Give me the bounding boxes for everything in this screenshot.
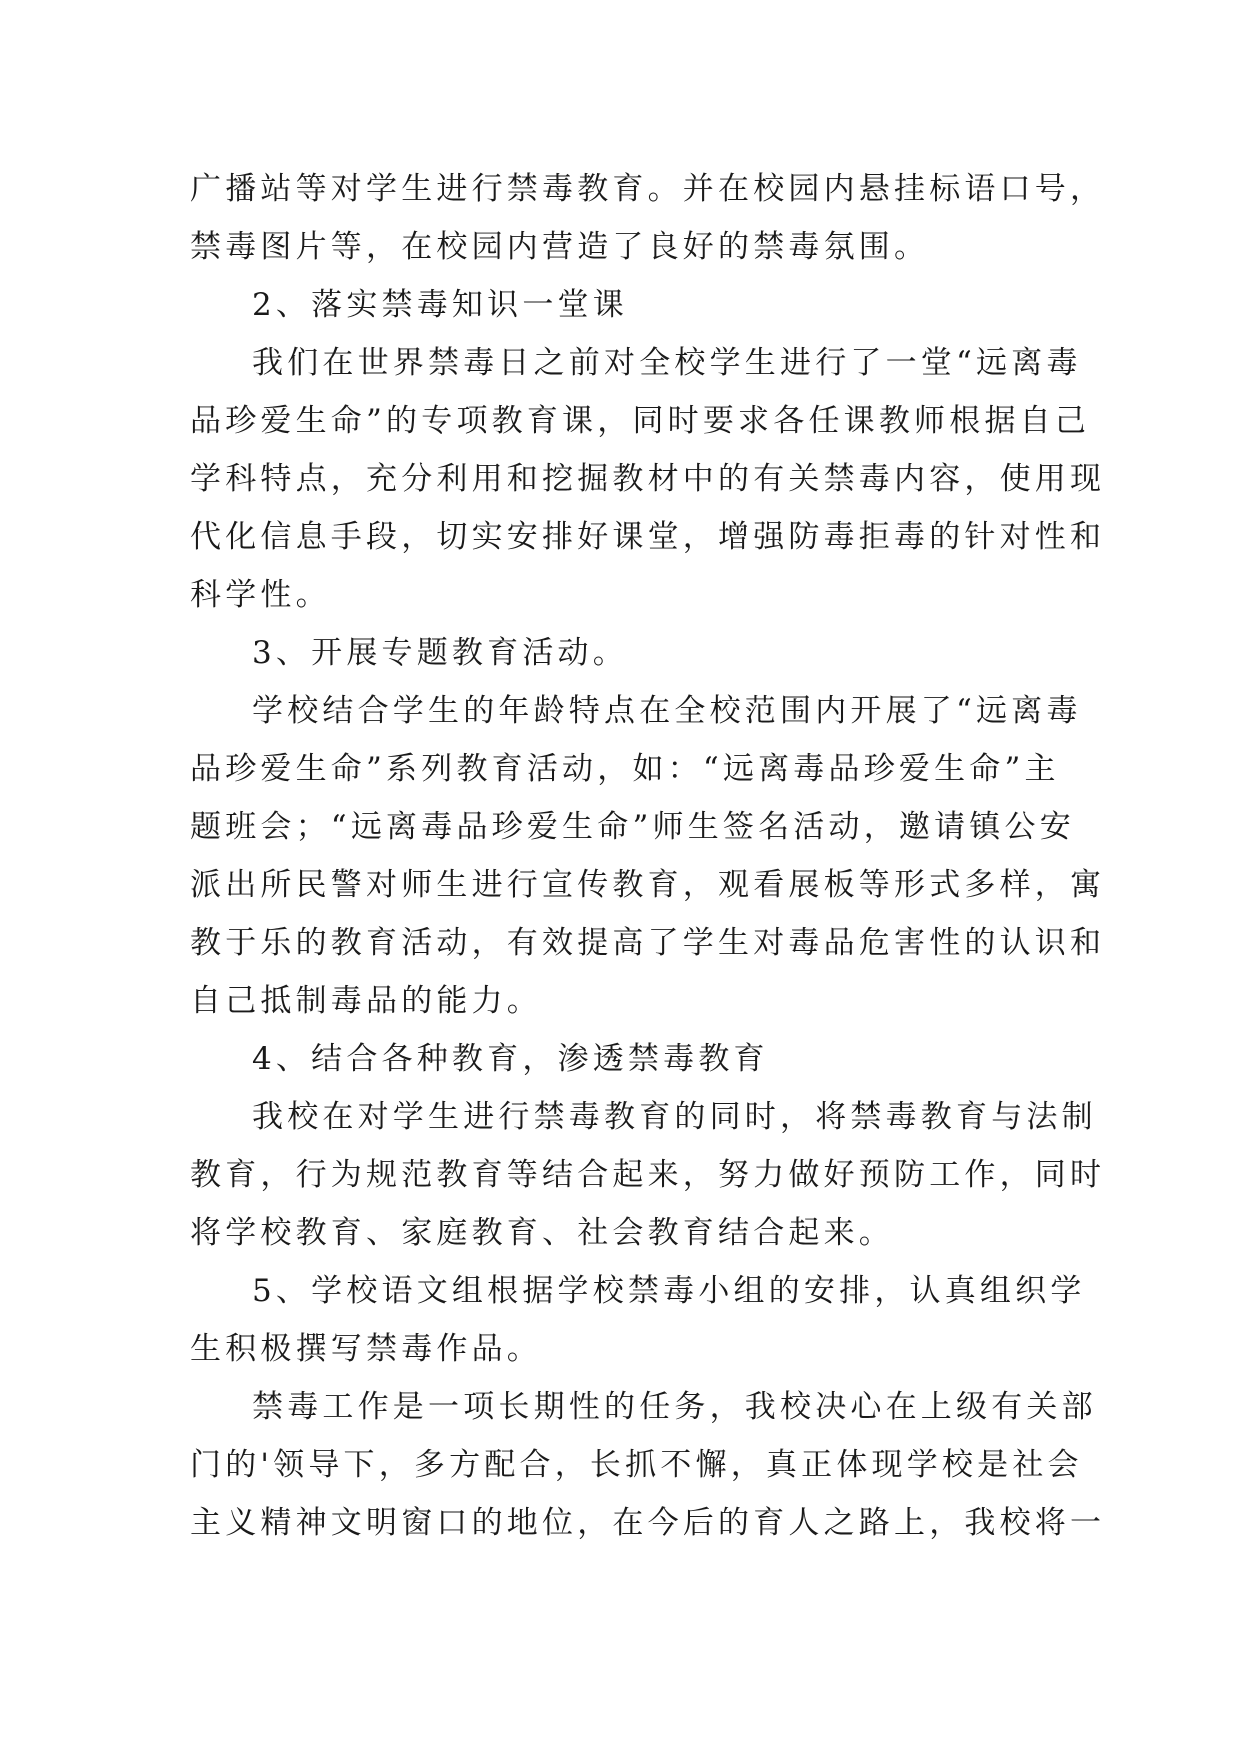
paragraph xyxy=(190,1378,1106,1552)
paragraph xyxy=(190,276,1050,334)
text-line: 主义精神文明窗口的地位，在今后的育人之路上，我校将一 xyxy=(190,1505,1106,1541)
text-line: 禁毒工作是一项长期性的任务，我校决心在上级有关部 xyxy=(252,1389,1097,1425)
text-line: 教育，行为规范教育等结合起来，努力做好预防工作，同时 xyxy=(190,1157,1106,1193)
text-line: 广播站等对学生进行禁毒教育。并在校园内悬挂标语口号， xyxy=(190,171,1106,207)
text-line: 门的'领导下，多方配合，长抓不懈，真正体现学校是社会 xyxy=(190,1447,1083,1483)
text-line: 品珍爱生命”的专项教育课，同时要求各任课教师根据自己 xyxy=(190,403,1091,439)
paragraph xyxy=(190,1262,1086,1378)
text-line: 学校结合学生的年龄特点在全校范围内开展了“远离毒 xyxy=(252,693,1082,729)
text-line: 2、落实禁毒知识一堂课 xyxy=(252,287,628,323)
paragraph xyxy=(190,1030,1050,1088)
text-line: 教于乐的教育活动，有效提高了学生对毒品危害性的认识和 xyxy=(190,925,1106,961)
text-line: 品珍爱生命”系列教育活动，如：“远离毒品珍爱生命”主 xyxy=(190,751,1060,787)
text-line: 将学校教育、家庭教育、社会教育结合起来。 xyxy=(190,1215,894,1251)
paragraph xyxy=(190,160,1106,276)
text-line: 学科特点，充分利用和挖掘教材中的有关禁毒内容，使用现 xyxy=(190,461,1106,497)
paragraph xyxy=(190,334,1106,624)
text-line: 我校在对学生进行禁毒教育的同时，将禁毒教育与法制 xyxy=(252,1099,1097,1135)
paragraph xyxy=(190,1088,1106,1262)
text-line: 代化信息手段，切实安排好课堂，增强防毒拒毒的针对性和 xyxy=(190,519,1106,555)
text-line: 题班会；“远离毒品珍爱生命”师生签名活动，邀请镇公安 xyxy=(190,809,1075,845)
text-line: 科学性。 xyxy=(190,577,331,613)
text-line: 4、结合各种教育，渗透禁毒教育 xyxy=(252,1041,769,1077)
paragraph xyxy=(190,682,1106,1030)
text-line: 派出所民警对师生进行宣传教育，观看展板等形式多样，寓 xyxy=(190,867,1106,903)
text-line: 我们在世界禁毒日之前对全校学生进行了一堂“远离毒 xyxy=(252,345,1082,381)
text-line: 禁毒图片等，在校园内营造了良好的禁毒氛围。 xyxy=(190,229,930,265)
document-body xyxy=(190,160,1106,1552)
text-line: 3、开展专题教育活动。 xyxy=(252,635,628,671)
text-line: 生积极撰写禁毒作品。 xyxy=(190,1331,542,1367)
text-line: 5、学校语文组根据学校禁毒小组的安排，认真组织学 xyxy=(252,1273,1086,1309)
text-line: 自己抵制毒品的能力。 xyxy=(190,983,542,1019)
paragraph xyxy=(190,624,1050,682)
